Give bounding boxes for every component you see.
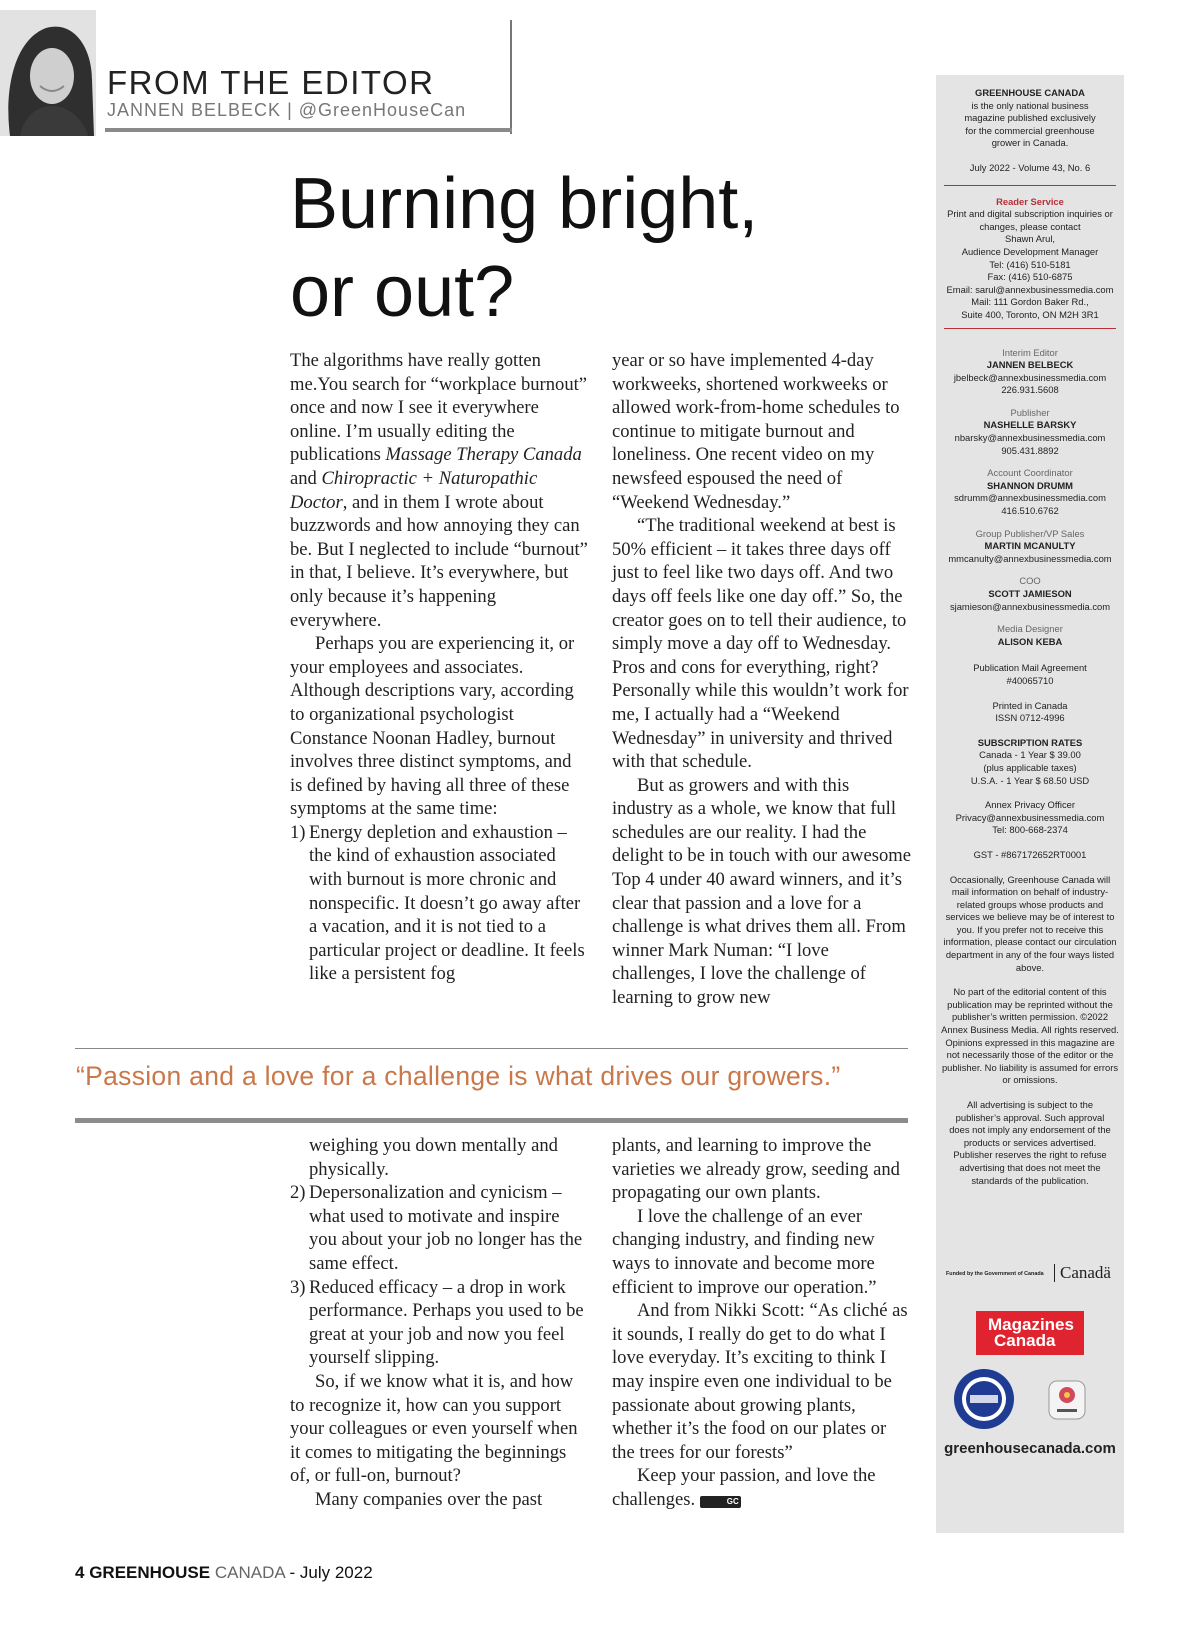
reader-service-tel: Tel: (416) 510-5181 (989, 258, 1071, 270)
list-item: 1) Energy depletion and exhaustion – the kind of exhaustion associated with burnout is more chronic and nonspecific. It doesn’t go away after a vacation, and it is not tied to a particular project or deadline. It feels like a persistent fog (290, 821, 585, 985)
funding-divider (1054, 1264, 1055, 1282)
pull-quote: “Passion and a love for a challenge is what drives our growers.” (76, 1061, 841, 1091)
paragraph: plants, and learning to improve the varieties we already grow, seeding and propagating our own plants. (612, 1135, 900, 1204)
publication-name: Massage Therapy Canada (385, 444, 582, 466)
cdn-logo-icon (952, 1367, 1016, 1431)
footer-brand-light: CANADA (214, 1563, 285, 1582)
reader-service-suite: Suite 400, Toronto, ON M2H 3R1 (961, 308, 1099, 320)
staff-role: COO (1019, 575, 1041, 587)
list-item: 2) Depersonalization and cynicism – what used to motivate and inspire you about your job no longer has the same effect. (290, 1182, 583, 1274)
subscription-usa: U.S.A. - 1 Year $ 68.50 USD (970, 774, 1090, 786)
privacy-email[interactable]: Privacy@annexbusinessmedia.com (955, 811, 1105, 823)
staff-name: NASHELLE BARSKY (983, 419, 1077, 431)
issn: ISSN 0712-4996 (995, 712, 1065, 724)
paragraph: year or so have implemented 4-day workweeks, shortened workweeks or allowed work-from-home schedules to continue to mitigate burnout and loneliness. One recent video on my newsfeed espoused the need of “Weekend Wednesday.” (612, 350, 900, 513)
privacy-tel: Tel: 800-668-2374 (992, 824, 1068, 836)
magazine-name: GREENHOUSE CANADA (975, 87, 1085, 98)
byline-name: JANNEN BELBECK (107, 100, 282, 120)
article-column-1 (290, 349, 588, 986)
staff-role: Media Designer (997, 623, 1063, 635)
copyright-disclaimer: No part of the editorial content of this publication may be reprinted without the publisher’s written permission. ©2022 Annex Business Media. All rights reserved. Opinions expressed in this magazine are not necessarily those of the editor or the publisher. No liability is assumed for errors or omissions. (941, 986, 1119, 1086)
reader-service-role: Audience Development Manager (961, 245, 1099, 257)
pma-title: Publication Mail Agreement (973, 662, 1087, 674)
paragraph: But as growers and with this industry as a whole, we know that full schedules are our reality. I had the delight to be in touch with our awesome Top 4 under 40 award winners, and it’s clear that passion and a love for a challenge is what drives them all. From winner Mark Numan: “I love challenges, I love the challenge of learning to grow new (612, 774, 911, 1009)
staff-phone: 905.431.8892 (1001, 444, 1059, 456)
paragraph: And from Nikki Scott: “As cliché as it sounds, I really do get to do what I love everyday. It’s exciting to think I may inspire even one individual to be passionate about growing plants, whether it’s the food on our plates or the trees for our forests” (612, 1300, 908, 1463)
magazines-canada-logo (976, 1311, 1084, 1355)
article-column-3 (290, 1134, 588, 1512)
reader-service-text: Print and digital subscription inquiries or changes, please contact (947, 208, 1113, 232)
staff-email[interactable]: jbelbeck@annexbusinessmedia.com (953, 371, 1107, 383)
paragraph: The algorithms have really gotten me.You search for “workplace burnout” once and now I see it everywhere online. I’m usually editing the publications Massage Therapy Canada and Chiropractic + Naturopathic Doctor, and in them I wrote about buzzwords and how annoying they can be. But I neglected to include “burnout” in that, I believe. It’s everywhere, but only because it’s happening everywhere. (290, 350, 588, 631)
reader-service-title: Reader Service (996, 195, 1064, 207)
staff-entry (936, 528, 1124, 566)
printed-in: Printed in Canada (992, 699, 1068, 711)
magazine-description: is the only national business magazine published exclusively for the commercial greenhouse grower in Canada. (964, 99, 1096, 149)
reader-service (936, 186, 1124, 322)
pull-quote-top-rule (75, 1048, 908, 1049)
list-number: 2) (290, 1182, 306, 1204)
staff-name: JANNEN BELBECK (986, 359, 1074, 371)
flowers-canada-logo-icon (1046, 1375, 1088, 1425)
subscription-taxes: (plus applicable taxes) (983, 761, 1077, 773)
pull-quote-bottom-rule (75, 1118, 908, 1123)
header-horizontal-rule (105, 128, 512, 132)
staff-phone: 226.931.5608 (1001, 384, 1059, 396)
paragraph: Many companies over the past (315, 1488, 543, 1510)
editor-portrait (0, 10, 96, 136)
issue-info: July 2022 - Volume 43, No. 6 (969, 161, 1091, 173)
page-number: 4 (75, 1563, 85, 1582)
publication-name: Chiropractic + Naturopathic Doctor (290, 467, 538, 513)
advertising-disclaimer: All advertising is subject to the publisher’s approval. Such approval does not imply any endorsement of the products or services advertised. Publisher reserves the right to refuse advertising that does not meet the standards of the publication. (949, 1099, 1111, 1186)
staff-entry (936, 467, 1124, 517)
subscription-canada: Canada - 1 Year $ 39.00 (979, 749, 1081, 761)
staff-list (936, 329, 1124, 649)
staff-name: MARTIN MCANULTY (984, 540, 1076, 552)
subscription-title: SUBSCRIPTION RATES (977, 736, 1083, 748)
page-footer (75, 1563, 373, 1583)
list-item-continued: weighing you down mentally and physically. (309, 1135, 558, 1180)
article-column-2 (612, 349, 912, 1010)
footer-brand-bold: GREENHOUSE (89, 1563, 211, 1582)
byline-separator: | (281, 100, 299, 120)
staff-email[interactable]: sdrumm@annexbusinessmedia.com (954, 492, 1106, 504)
privacy-title: Annex Privacy Officer (985, 799, 1075, 811)
masthead-intro (936, 75, 1124, 175)
reader-service-fax: Fax: (416) 510-6875 (987, 271, 1073, 283)
staff-entry (936, 407, 1124, 457)
staff-email[interactable]: mmcanulty@annexbusinessmedia.com (948, 552, 1112, 564)
website-link[interactable]: greenhousecanada.com (944, 1440, 1116, 1457)
gc-end-mark-icon: GC (700, 1496, 741, 1508)
list-item: 3) Reduced efficacy – a drop in work performance. Perhaps you used to be great at your job and now you feel yourself slipping. (290, 1276, 584, 1369)
publication-mail-agreement (936, 662, 1124, 687)
staff-email[interactable]: sjamieson@annexbusinessmedia.com (949, 600, 1111, 612)
paragraph: So, if we know what it is, and how to recognize it, how can you support your colleagues or even yourself when it comes to mitigating the beginnings of, or full-on, burnout? (290, 1370, 578, 1487)
canada-funding-logo (946, 1262, 1114, 1292)
header-vertical-rule (510, 20, 512, 134)
staff-role: Interim Editor (1002, 346, 1058, 358)
subscription-rates (936, 737, 1124, 787)
article-column-4 (612, 1134, 912, 1512)
gst-number: GST - #867172652RT0001 (973, 848, 1087, 860)
reader-service-contact: Shawn Arul, (1004, 233, 1056, 245)
staff-phone: 416.510.6762 (1001, 505, 1059, 517)
staff-role: Account Coordinator (987, 467, 1073, 479)
byline (107, 100, 466, 121)
staff-entry (936, 623, 1124, 648)
editor-portrait-icon (0, 10, 96, 136)
staff-name: ALISON KEBA (997, 635, 1063, 647)
headline-line-2: or out? (290, 252, 515, 332)
print-info (936, 700, 1124, 725)
staff-entry (936, 347, 1124, 397)
staff-name: SCOTT JAMIESON (988, 588, 1072, 599)
paragraph: “The traditional weekend at best is 50% efficient – it takes three days off just to feel like two days off. And two days off feels like one day off.” So, the creator goes on to tell their audience, to simply move a day off to Wednesday. Pros and cons for everything, right? Personally while this wouldn’t work for me, I actually had a “Weekend Wednesday” in university and thrived with that schedule. (612, 515, 909, 773)
footer-date: - July 2022 (289, 1563, 373, 1582)
byline-handle[interactable]: @GreenHouseCan (298, 100, 467, 120)
funded-by-text: Funded by the Government of Canada (946, 1271, 1044, 1277)
privacy-officer (936, 799, 1124, 837)
reader-service-email[interactable]: Email: sarul@annexbusinessmedia.com (946, 283, 1114, 295)
mc-line-2: Canada (994, 1331, 1056, 1350)
pma-number: #40065710 (1006, 674, 1054, 686)
section-title: FROM THE EDITOR (107, 64, 435, 101)
list-number: 3) (290, 1276, 306, 1298)
staff-role: Publisher (1010, 406, 1050, 418)
mailing-disclaimer: Occasionally, Greenhouse Canada will mail information on behalf of industry-related groups whose products and services we believe may be of interest to you. If you prefer not to receive this information, please contact our circulation department in any of the four ways listed above. (943, 873, 1117, 973)
reader-service-mail: Mail: 111 Gordon Baker Rd., (971, 296, 1089, 308)
list-number: 1) (290, 821, 306, 843)
staff-email[interactable]: nbarsky@annexbusinessmedia.com (954, 432, 1106, 444)
staff-role: Group Publisher/VP Sales (975, 527, 1085, 539)
mc-line-1: Magazines (988, 1315, 1074, 1334)
staff-entry (936, 575, 1124, 613)
canada-wordmark: Canadä (1060, 1263, 1111, 1282)
paragraph: Perhaps you are experiencing it, or your employees and associates. Although descriptions vary, according to organizational psychologist Constance Noonan Hadley, burnout involves three distinct symptoms, and is defined by having all three of these symptoms at the same time: (290, 633, 575, 820)
paragraph: I love the challenge of an ever changing industry, and finding new ways to innovate and become more efficient to improve our operation.” (612, 1205, 877, 1298)
article-headline (290, 160, 850, 336)
paragraph: Keep your passion, and love the challenges. GC (612, 1465, 876, 1510)
headline-line-1: Burning bright, (290, 164, 759, 244)
staff-name: SHANNON DRUMM (987, 479, 1073, 491)
masthead-sidebar (936, 75, 1124, 1533)
